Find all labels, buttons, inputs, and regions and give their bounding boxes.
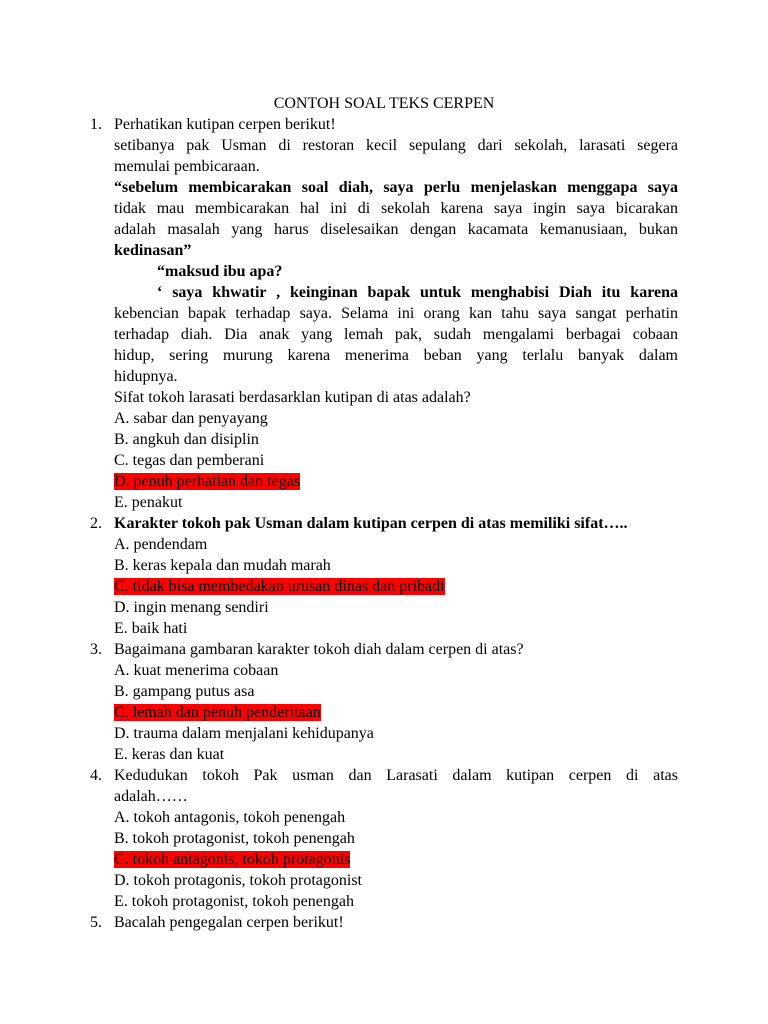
option-d-answer <box>114 471 678 492</box>
answer-highlight: C. tidak bisa membedakan urusan dinas dan pribadi <box>114 578 445 595</box>
page-title: CONTOH SOAL TEKS CERPEN <box>273 95 495 112</box>
option-e: E. tokoh protagonist, tokoh penengah <box>114 893 354 910</box>
answer-highlight: C. tokoh antagonis, tokoh protagonis <box>114 851 351 868</box>
excerpt-line: memulai pembicaraan. <box>114 158 260 175</box>
option-b: B. tokoh protagonist, tokoh penengah <box>114 830 355 847</box>
option-a: A. sabar dan penyayang <box>114 410 268 427</box>
option-a: A. pendendam <box>114 536 208 553</box>
excerpt-line: setibanya pak Usman di restoran kecil sepulang dari sekolah, larasati segera <box>114 137 678 154</box>
option-c-answer <box>114 849 678 870</box>
excerpt-line: hidupnya. <box>114 368 178 385</box>
question-number: 5. <box>90 914 102 931</box>
question-prompt: Bacalah pengegalan cerpen berikut! <box>114 914 344 931</box>
question-text: Sifat tokoh larasati berdasarklan kutipan di atas adalah? <box>114 389 471 406</box>
question-text: Kedudukan tokoh Pak usman dan Larasati dalam kutipan cerpen di atas <box>114 767 678 784</box>
question-text: Bagaimana gambaran karakter tokoh diah dalam cerpen di atas? <box>114 641 524 658</box>
option-e: E. penakut <box>114 494 183 511</box>
option-d: D. ingin menang sendiri <box>114 599 269 616</box>
excerpt-line: hidup, sering murung karena menerima beban yang terlalu banyak dalam <box>114 347 678 364</box>
excerpt-line: terhadap diah. Dia anak yang lemah pak, sudah mengalami berbagai cobaan <box>114 326 678 343</box>
option-d: D. trauma dalam menjalani kehidupanya <box>114 725 374 742</box>
option-e: E. keras dan kuat <box>114 746 225 763</box>
excerpt-line: kedinasan” <box>114 242 192 259</box>
option-b: B. keras kepala dan mudah marah <box>114 557 331 574</box>
option-d: D. tokoh protagonis, tokoh protagonist <box>114 872 362 889</box>
option-b: B. angkuh dan disiplin <box>114 431 259 448</box>
excerpt-line: “maksud ibu apa? <box>157 263 283 280</box>
question-number: 4. <box>90 767 102 784</box>
option-c-answer <box>114 576 678 597</box>
option-e: E. baik hati <box>114 620 188 637</box>
option-b: B. gampang putus asa <box>114 683 255 700</box>
excerpt-line: “sebelum membicarakan soal diah, saya perlu menjelaskan menggapa saya <box>114 179 678 196</box>
question-text-cont: adalah…… <box>114 788 188 805</box>
question-number: 2. <box>90 515 102 532</box>
question-number: 1. <box>90 116 102 133</box>
excerpt-line: kebencian bapak terhadap saya. Selama ini orang kan tahu saya sangat perhatin <box>114 305 678 322</box>
option-c-answer <box>114 702 678 723</box>
option-a: A. tokoh antagonis, tokoh penengah <box>114 809 346 826</box>
excerpt-line: ‘ saya khwatir , keinginan bapak untuk menghabisi Diah itu karena <box>157 284 678 301</box>
option-a: A. kuat menerima cobaan <box>114 662 279 679</box>
question-text: Karakter tokoh pak Usman dalam kutipan cerpen di atas memiliki sifat….. <box>114 515 628 532</box>
question-prompt: Perhatikan kutipan cerpen berikut! <box>114 116 336 133</box>
answer-highlight: C. lemah dan penuh penderitaan <box>114 704 321 721</box>
excerpt-line: tidak mau membicarakan hal ini di sekolah karena saya ingin saya bicarakan <box>114 200 678 217</box>
excerpt-line: adalah masalah yang harus diselesaikan dengan kacamata kemanusiaan, bukan <box>114 221 678 238</box>
option-c: C. tegas dan pemberani <box>114 452 265 469</box>
question-number: 3. <box>90 641 102 658</box>
answer-highlight: D. penuh perhatian dan tegas <box>114 473 301 490</box>
